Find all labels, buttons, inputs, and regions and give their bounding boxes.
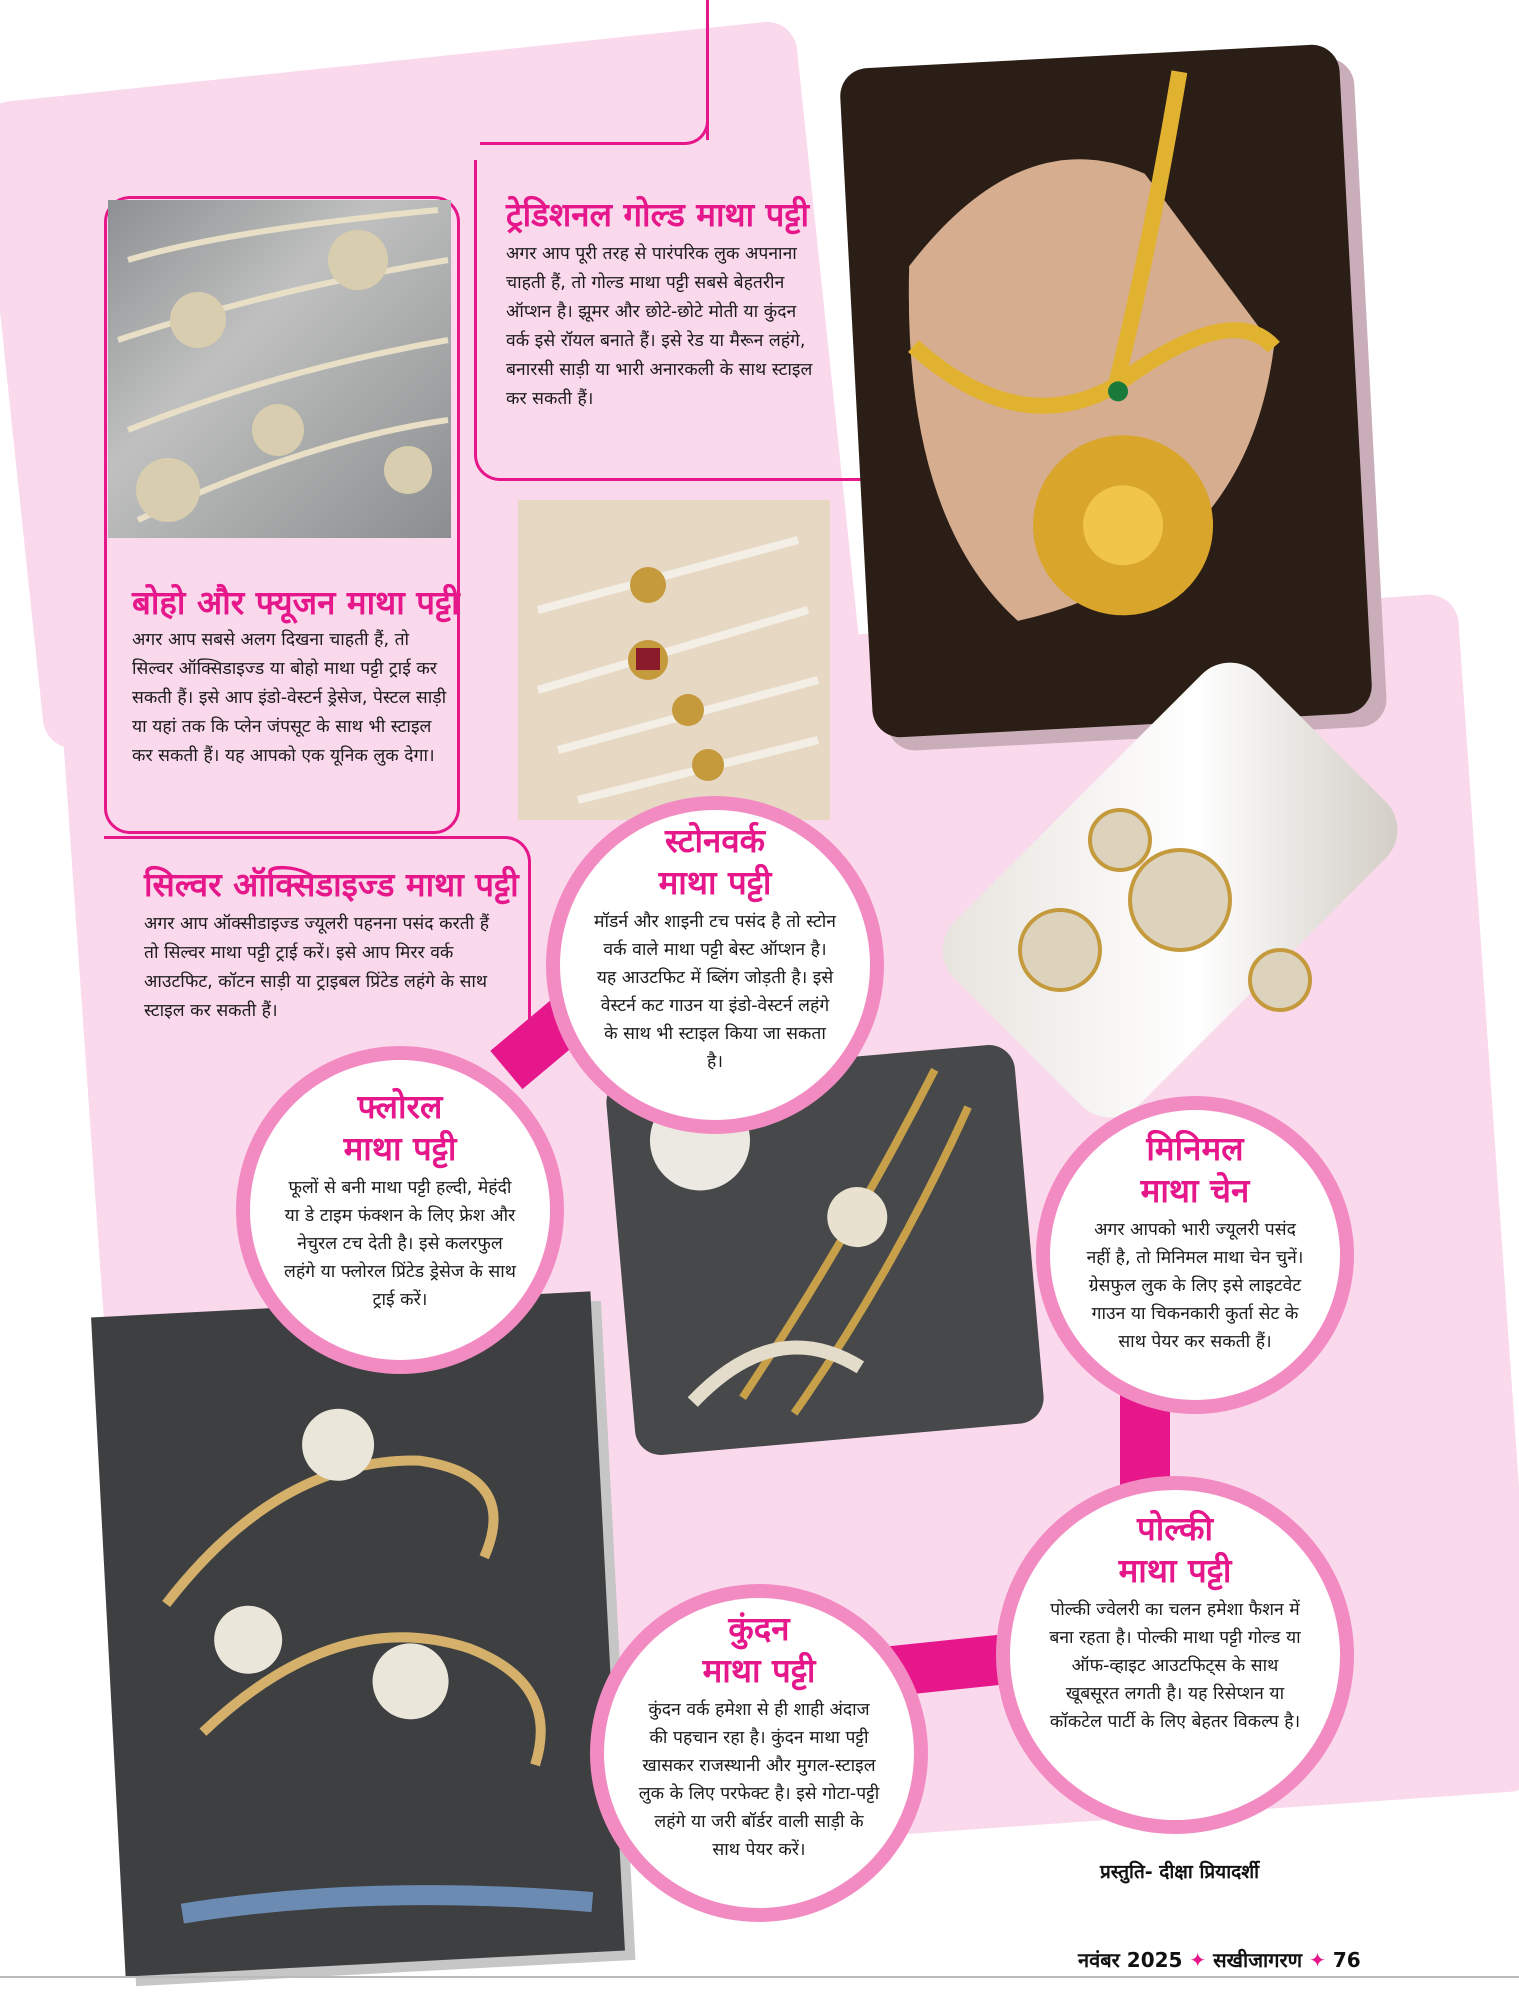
circle-kundan (604, 1598, 914, 1908)
footer-star-icon: ✦ (1189, 1948, 1207, 1972)
body-polki: पोल्की ज्वेलरी का चलन हमेशा फैशन में बना रहता है। पोल्की माथा पट्टी गोल्ड या ऑफ-व्हाइट आउटफिट्स के साथ खूबसूरत लगती है। यह रिसेप्शन या कॉकटेल पार्टी के लिए बेहतर विकल्प है। (1049, 1600, 1301, 1732)
photo-pearl-maang-tikka (108, 200, 451, 538)
footer-brand: सखीजागरण (1213, 1948, 1303, 1972)
title-kundan-1: कुंदन (728, 1609, 790, 1648)
title-stonework-1: स्टोनवर्क (664, 821, 766, 860)
footer (1078, 1946, 1361, 1973)
credit: प्रस्तुति- दीक्षा प्रियादर्शी (1100, 1861, 1260, 1883)
title-boho: बोहो और फ्यूजन माथा पट्टी (132, 583, 460, 622)
circle-floral (250, 1060, 550, 1360)
title-floral-2: माथा पट्टी (343, 1129, 457, 1168)
footer-page: 76 (1332, 1948, 1361, 1972)
circle-stonework (560, 810, 870, 1120)
photo-pearl-chain-blue-ribbon (91, 1291, 625, 1976)
title-polki-2: माथा पट्टी (1118, 1551, 1232, 1590)
body-kundan: कुंदन वर्क हमेशा से ही शाही अंदाज की पहचान रहा है। कुंदन माथा पट्टी खासकर राजस्थानी और मुगल-स्टाइल लुक के लिए परफेक्ट है। इसे गोटा-पट्टी लहंगे या जरी बॉर्डर वाली साड़ी के साथ पेयर करें। (638, 1700, 880, 1860)
title-traditional: ट्रेडिशनल गोल्ड माथा पट्टी (506, 195, 810, 234)
body-traditional: अगर आप पूरी तरह से पारंपरिक लुक अपनाना चाहती हैं, तो गोल्ड माथा पट्टी सबसे बेहतरीन ऑप्शन है। झूमर और छोटे-छोटे मोती या कुंदन वर्क इसे रॉयल बनाते हैं। इसे रेड या मैरून लहंगे, बनारसी साड़ी या भारी अनारकली के साथ स्टाइल कर सकती हैं। (506, 244, 813, 409)
title-minimal-1: मिनिमल (1146, 1129, 1244, 1168)
title-floral-1: फ्लोरल (357, 1087, 443, 1126)
photo-beaded-matha-patti (518, 500, 830, 820)
body-silver: अगर आप ऑक्सीडाइज्ड ज्यूलरी पहनना पसंद करती हैं तो सिल्वर माथा पट्टी ट्राई करें। इसे आप मिरर वर्क आउटफिट, कॉटन साड़ी या ट्राइबल प्रिंटेड लहंगे के साथ स्टाइल कर सकती हैं। (144, 914, 490, 1021)
title-stonework-2: माथा पट्टी (658, 863, 772, 902)
footer-star-icon-2: ✦ (1309, 1948, 1326, 1972)
footer-rule (0, 1976, 1519, 1978)
body-boho: अगर आप सबसे अलग दिखना चाहती हैं, तो सिल्वर ऑक्सिडाइज्ड या बोहो माथा पट्टी ट्राई कर सकती हैं। इसे आप इंडो-वेस्टर्न ड्रेसेज, पेस्टल साड़ी या यहां तक कि प्लेन जंपसूट के साथ भी स्टाइल कर सकती हैं। यह आपको एक यूनिक लुक देगा। (132, 630, 447, 766)
decor-line-curve (480, 116, 709, 145)
photo-gold-hand (839, 43, 1373, 738)
body-minimal: अगर आपको भारी ज्यूलरी पसंद नहीं है, तो मिनिमल माथा चेन चुनें। ग्रेसफुल लुक के लिए इसे लाइटवेट गाउन या चिकनकारी कुर्ता सेट के साथ पेयर कर सकती हैं। (1086, 1220, 1304, 1352)
circle-polki (1010, 1490, 1340, 1820)
title-kundan-2: माथा पट्टी (702, 1651, 816, 1690)
body-floral: फूलों से बनी माथा पट्टी हल्दी, मेहंदी या डे टाइम फंक्शन के लिए फ्रेश और नेचुरल टच देती है। इसे कलरफुल लहंगे या फ्लोरल प्रिंटेड ड्रेसेज के साथ ट्राई करें। (284, 1178, 516, 1310)
title-minimal-2: माथा चेन (1140, 1171, 1250, 1210)
circle-minimal (1050, 1110, 1340, 1400)
title-polki-1: पोल्की (1136, 1509, 1214, 1548)
footer-month: नवंबर 2025 (1078, 1948, 1183, 1972)
body-stonework: मॉडर्न और शाइनी टच पसंद है तो स्टोन वर्क वाले माथा पट्टी बेस्ट ऑप्शन है। यह आउटफिट में ब्लिंग जोड़ती है। इसे वेस्टर्न कट गाउन या इंडो-वेस्टर्न लहंगे के साथ भी स्टाइल किया जा सकता है। (594, 912, 837, 1072)
title-silver: सिल्वर ऑक्सिडाइज्ड माथा पट्टी (144, 865, 519, 904)
kundan-circles (950, 780, 1390, 1060)
